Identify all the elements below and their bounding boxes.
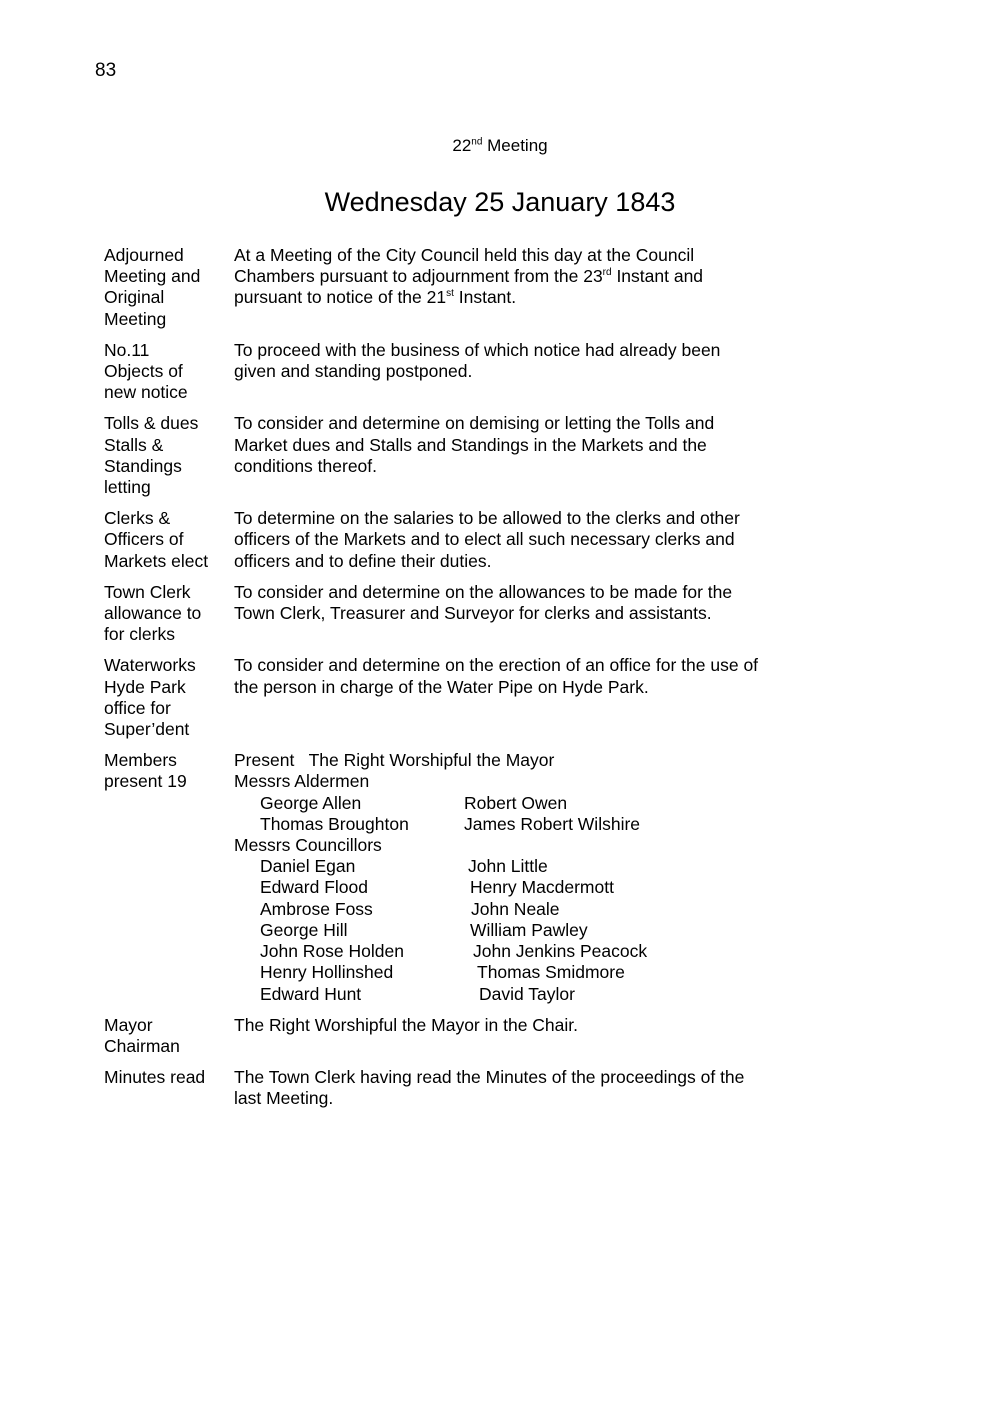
margin-note [104, 508, 234, 572]
member-name: John Little [468, 856, 548, 877]
entry-paragraph: To consider and determine on demising or letting the Tolls and Market dues and Stalls and Standings in the Markets and the conditions thereof. [234, 413, 715, 476]
meeting-number-suffix: nd [471, 136, 483, 148]
councillors-heading: Messrs Councillors [234, 835, 382, 856]
margin-line: office for [104, 697, 171, 718]
member-name: George Hill [260, 919, 348, 940]
margin-line: Chairman [104, 1035, 180, 1056]
margin-line: Waterworks [104, 655, 196, 676]
entry-waterworks [104, 655, 764, 740]
meeting-title [0, 136, 1000, 156]
margin-note [104, 582, 234, 646]
margin-line: Hyde Park [104, 676, 186, 697]
margin-line: Meeting and [104, 266, 201, 287]
margin-line: letting [104, 477, 151, 498]
margin-line: Tolls & dues [104, 413, 199, 434]
entry-paragraph: To determine on the salaries to be allowed to the clerks and other officers of the Markets and to elect all such necessary clerks and officers and to define their duties. [234, 508, 740, 571]
member-name: Thomas Smidmore [477, 962, 625, 983]
entry-text [234, 245, 764, 330]
margin-line: allowance to [104, 603, 202, 624]
list-item [234, 814, 764, 835]
entry-text [234, 508, 764, 572]
list-item [234, 899, 764, 920]
member-name: Henry Hollinshed [260, 962, 394, 983]
margin-line: No.11 [104, 339, 150, 360]
entry-adjourned-meeting [104, 245, 764, 330]
member-name: James Robert Wilshire [464, 813, 641, 834]
member-name: Daniel Egan [260, 856, 356, 877]
member-name: John Jenkins Peacock [473, 941, 648, 962]
member-name: John Rose Holden [260, 941, 404, 962]
entry-paragraph: The Town Clerk having read the Minutes of the proceedings of the last Meeting. [234, 1067, 745, 1109]
margin-line: present 19 [104, 771, 187, 792]
margin-line: Super’dent [104, 719, 190, 740]
list-item [234, 962, 764, 983]
entry-paragraph: To consider and determine on the allowances to be made for the Town Clerk, Treasurer and Surveyor for clerks and assistants. [234, 581, 733, 624]
ordinal-suffix: rd [602, 267, 612, 279]
margin-note [104, 340, 234, 404]
entry-paragraph [234, 245, 764, 309]
entry-tolls-dues [104, 413, 764, 498]
meeting-number: 22 [452, 136, 472, 155]
margin-line: Adjourned [104, 245, 184, 265]
margin-line: Markets elect [104, 550, 209, 571]
list-item [234, 941, 764, 962]
member-name: William Pawley [470, 919, 588, 940]
text-part: Instant. [453, 287, 517, 308]
margin-line: Minutes read [104, 1067, 206, 1088]
entry-minutes-read [104, 1067, 764, 1109]
entry-members-present [104, 750, 764, 1004]
margin-note [104, 245, 234, 330]
list-item [234, 856, 764, 877]
member-name: Edward Hunt [260, 983, 362, 1004]
margin-line: Original [104, 287, 165, 308]
margin-line: new notice [104, 382, 188, 403]
margin-note [104, 750, 234, 1004]
aldermen-heading: Messrs Aldermen [234, 771, 370, 792]
text-part: At a Meeting of the City Council held this day at the Council Chambers pursuant to adjournment from the 23 [234, 245, 695, 287]
entry-text [234, 1015, 764, 1057]
entry-mayor-chairman [104, 1015, 764, 1057]
margin-line: Officers of [104, 529, 184, 550]
margin-line: Members [104, 750, 177, 771]
entry-town-clerk-allowance [104, 582, 764, 646]
margin-line: Objects of [104, 361, 183, 382]
page-number: 83 [95, 60, 117, 81]
date-heading: Wednesday 25 January 1843 [324, 187, 676, 217]
margin-note [104, 1067, 234, 1109]
member-name: Edward Flood [260, 877, 368, 898]
ordinal-suffix: st [446, 288, 454, 300]
member-name: John Neale [471, 898, 560, 919]
margin-line: Mayor [104, 1014, 153, 1035]
margin-line: for clerks [104, 624, 175, 645]
entry-text [234, 655, 764, 740]
minutes-content [104, 245, 764, 1120]
entry-text [234, 340, 764, 404]
entry-text [234, 413, 764, 498]
member-name: Ambrose Foss [260, 898, 373, 919]
member-name: Thomas Broughton [260, 813, 409, 834]
margin-line: Stalls & [104, 434, 164, 455]
entry-paragraph: The Right Worshipful the Mayor in the Chair. [234, 1014, 579, 1035]
entry-paragraph: To proceed with the business of which notice had already been given and standing postponed. [234, 339, 721, 382]
entry-text [234, 1067, 764, 1109]
list-item [234, 793, 764, 814]
text-part: Instant and pursuant to notice of the 21 [234, 266, 704, 308]
margin-note [104, 413, 234, 498]
meeting-word: Meeting [487, 136, 548, 155]
margin-line: Standings [104, 455, 182, 476]
margin-note [104, 655, 234, 740]
list-item [234, 877, 764, 898]
entry-text [234, 582, 764, 646]
list-item [234, 984, 764, 1005]
member-name: Henry Macdermott [470, 877, 614, 898]
member-name: Robert Owen [464, 792, 568, 813]
margin-line: Clerks & [104, 508, 171, 529]
margin-line: Meeting [104, 308, 167, 329]
entry-paragraph: To consider and determine on the erection of an office for the use of the person in charge of the Water Pipe on Hyde Park. [234, 655, 759, 697]
entry-clerks-officers [104, 508, 764, 572]
members-list [234, 750, 764, 1004]
margin-note [104, 1015, 234, 1057]
entry-objects-new-notice [104, 340, 764, 404]
list-item [234, 920, 764, 941]
present-line: Present The Right Worshipful the Mayor [234, 750, 555, 771]
margin-line: Town Clerk [104, 581, 191, 602]
member-name: George Allen [260, 792, 362, 813]
member-name: David Taylor [479, 983, 575, 1004]
